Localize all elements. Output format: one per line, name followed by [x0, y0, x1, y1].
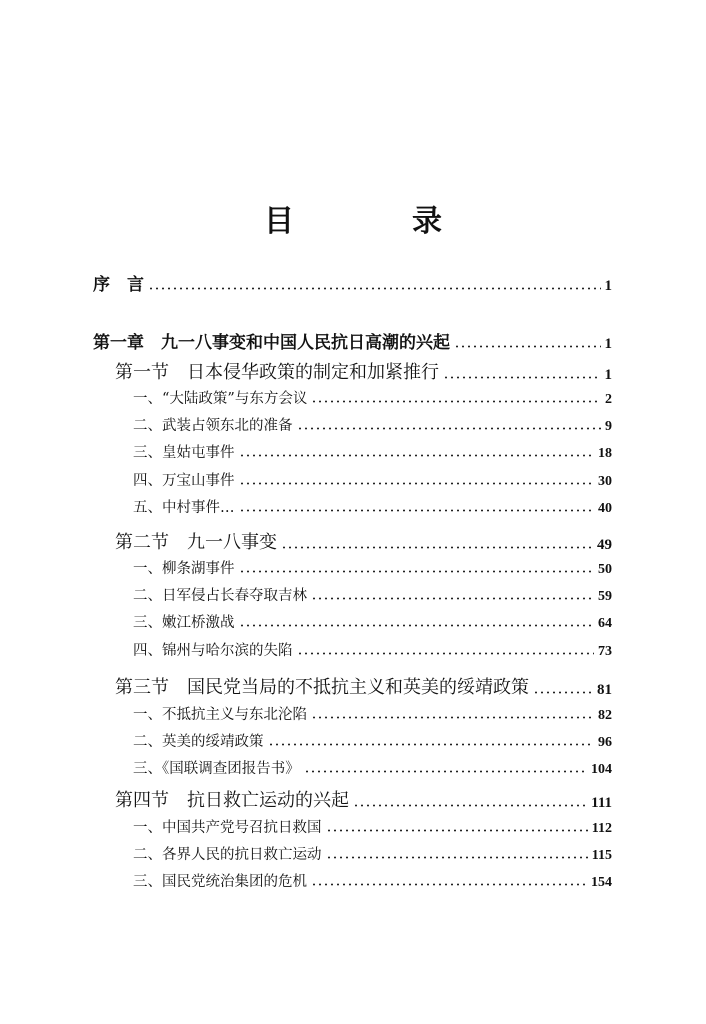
- toc-entry-page: 49: [597, 537, 612, 553]
- toc-entry-label: 四、万宝山事件: [133, 473, 235, 489]
- dot-leader: [311, 716, 594, 719]
- toc-entry-label: 第二节 九一八事变: [115, 532, 277, 553]
- toc-entry-page: 96: [598, 735, 612, 750]
- toc-entry-chapter: [93, 328, 612, 353]
- toc-entry-item: [133, 469, 612, 490]
- dot-leader: [311, 400, 601, 403]
- toc-entry-page: 81: [597, 682, 612, 698]
- toc-entry-page: 2: [605, 392, 612, 407]
- toc-entry-label: 第一节 日本侵华政策的制定和加紧推行: [115, 362, 439, 383]
- toc-entry-page: 82: [598, 708, 612, 723]
- toc-entry-section: [115, 786, 612, 812]
- toc-entry-item: [133, 816, 612, 837]
- toc-entry-item: [133, 496, 612, 517]
- dot-leader: [326, 829, 588, 832]
- toc-title: 目 录: [264, 204, 486, 239]
- dot-leader: [326, 856, 588, 859]
- toc-entry-page: 18: [598, 446, 612, 461]
- dot-leader: [443, 376, 601, 379]
- dot-leader: [311, 597, 594, 600]
- toc-entry-page: 111: [591, 795, 612, 811]
- toc-entry-item: [133, 584, 612, 605]
- toc-entry-preface: [93, 270, 612, 295]
- toc-entry-item: [133, 557, 612, 578]
- toc-entry-label: 第四节 抗日救亡运动的兴起: [115, 790, 349, 811]
- toc-entry-label: 序 言: [93, 275, 144, 295]
- toc-entry-item: [133, 703, 612, 724]
- toc-entry-item: [133, 441, 612, 462]
- dot-leader: [533, 691, 593, 694]
- toc-entry-label: 一、“大陆政策”与东方会议: [133, 391, 308, 407]
- toc-entry-label: 二、各界人民的抗日救亡运动: [133, 847, 322, 863]
- toc-entry-page: 9: [605, 419, 612, 434]
- dot-leader: [239, 482, 595, 485]
- dot-leader: [239, 624, 595, 627]
- toc-entry-page: 64: [598, 616, 612, 631]
- toc-entry-section: [115, 673, 612, 699]
- toc-entry-label: 三、皇姑屯事件: [133, 445, 235, 461]
- toc-entry-label: 二、英美的绥靖政策: [133, 734, 264, 750]
- toc-entry-page: 115: [591, 848, 612, 863]
- dot-leader: [304, 770, 587, 773]
- toc-entry-page: 73: [598, 644, 612, 659]
- dot-leader: [297, 427, 602, 430]
- toc-entry-page: 104: [591, 762, 612, 777]
- toc-entry-label: 一、不抵抗主义与东北沦陷: [133, 707, 307, 723]
- toc-entry-item: [133, 611, 612, 632]
- dot-leader: [268, 743, 595, 746]
- dot-leader: [148, 287, 601, 290]
- toc-entry-label: 二、日军侵占长春夺取吉林: [133, 588, 307, 604]
- toc-entry-label: 三、国民党统治集团的危机: [133, 874, 307, 890]
- toc-entry-page: 40: [598, 501, 612, 516]
- dot-leader: [281, 546, 593, 549]
- dot-leader: [454, 345, 601, 348]
- toc-entry-item: [133, 757, 612, 778]
- toc-entry-label: 三、嫩江桥激战: [133, 615, 235, 631]
- toc-entry-label: 一、中国共产党号召抗日救国: [133, 820, 322, 836]
- toc-entry-section: [115, 528, 612, 554]
- dot-leader: [353, 804, 587, 807]
- toc-entry-page: 30: [598, 474, 612, 489]
- toc-entry-item: [133, 730, 612, 751]
- dot-leader: [239, 509, 595, 512]
- toc-entry-page: 1: [604, 336, 612, 352]
- toc-entry-item: [133, 639, 612, 660]
- toc-entry-page: 154: [591, 875, 612, 890]
- toc-entry-item: [133, 387, 612, 408]
- toc-entry-label: 五、中村事件…: [133, 500, 235, 516]
- toc-entry-label: 四、锦州与哈尔滨的失陷: [133, 643, 293, 659]
- toc-entry-label: 第三节 国民党当局的不抵抗主义和英美的绥靖政策: [115, 677, 529, 698]
- toc-entry-page: 1: [604, 278, 612, 294]
- toc-entry-label: 一、柳条湖事件: [133, 561, 235, 577]
- toc-entry-page: 112: [591, 821, 612, 836]
- toc-entry-item: [133, 843, 612, 864]
- toc-entry-section: [115, 358, 612, 384]
- toc-entry-item: [133, 870, 612, 891]
- toc-entry-label: 二、武装占领东北的准备: [133, 418, 293, 434]
- dot-leader: [311, 883, 587, 886]
- toc-entry-page: 1: [604, 367, 612, 383]
- dot-leader: [239, 570, 595, 573]
- dot-leader: [239, 454, 595, 457]
- toc-entry-page: 50: [598, 562, 612, 577]
- toc-entry-page: 59: [598, 589, 612, 604]
- toc-entry-item: [133, 414, 612, 435]
- toc-entry-label: 第一章 九一八事变和中国人民抗日高潮的兴起: [93, 333, 450, 353]
- dot-leader: [297, 652, 595, 655]
- toc-entry-label: 三、《国联调查团报告书》: [133, 761, 300, 777]
